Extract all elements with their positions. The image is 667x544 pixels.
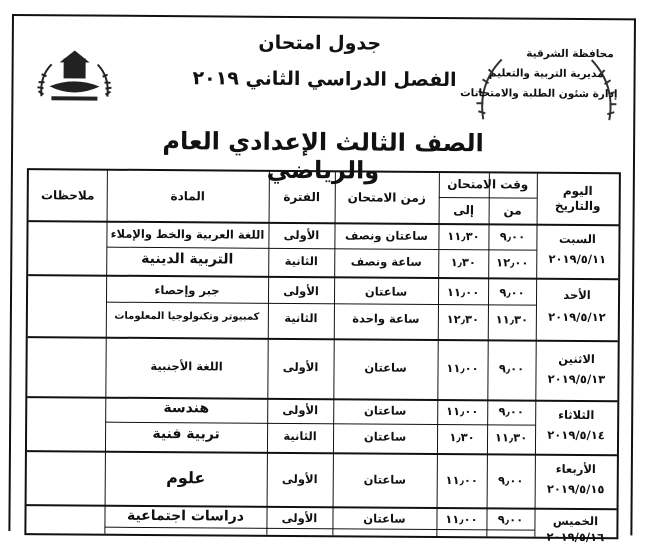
exam-duration: ساعتان	[363, 429, 407, 444]
header-to: إلى	[453, 203, 475, 218]
exam-from: ١١٫٣٠	[495, 312, 529, 327]
exam-schedule-page	[8, 14, 636, 544]
exam-subject: علوم	[166, 468, 206, 488]
exam-duration: ساعتان	[363, 511, 406, 526]
exam-from: ٩٫٠٠	[499, 229, 526, 244]
directorate-text: مديرية التربية والتعليم	[488, 67, 604, 81]
exam-duration: ساعتان	[364, 403, 407, 418]
eagle-emblem-icon	[31, 46, 117, 113]
exam-duration: ساعتان	[364, 360, 407, 375]
exam-subject: اللغة العربية والخط والإملاء	[110, 226, 265, 242]
day-date: ٢٠١٩/٥/١٦	[546, 529, 605, 544]
exam-period: الأولى	[282, 359, 319, 375]
exam-period: الأولى	[282, 402, 319, 418]
exam-to: ١١٫٠٠	[446, 404, 479, 419]
day-name: الأحد	[563, 287, 591, 303]
exam-to: ١١٫٠٠	[445, 473, 478, 488]
directorate-logo	[460, 39, 622, 135]
header-subject: المادة	[170, 189, 205, 204]
schedule-title: جدول امتحان	[258, 31, 382, 55]
exam-period: الأولى	[283, 227, 320, 243]
exam-from: ١٢٫٠٠	[496, 255, 529, 270]
exam-to: ١٫٣٠	[450, 255, 476, 270]
header-day-date: اليوم والتاريخ	[554, 183, 601, 214]
exam-to: ١١٫٠٠	[445, 512, 478, 527]
exam-to: ١١٫٣٠	[447, 229, 480, 244]
exam-from: ٩٫٠٠	[498, 361, 525, 376]
exam-subject: دراسات اجتماعية	[126, 507, 245, 525]
exam-from: ٩٫٠٠	[498, 404, 524, 419]
header-duration: زمن الامتحان	[347, 190, 426, 205]
exam-period: الأولى	[281, 471, 318, 487]
day-date: ٢٠١٩/٥/١٢	[548, 309, 606, 325]
exam-to: ١١٫٠٠	[446, 285, 480, 300]
exam-from: ١١٫٣٠	[494, 430, 528, 445]
header-from: من	[503, 203, 522, 218]
exam-from: ٩٫٠٠	[497, 512, 524, 527]
exam-subject: كمبيوتر وتكنولوجيا المعلومات	[114, 310, 260, 323]
exam-from: ٩٫٠٠	[498, 473, 524, 488]
exam-to: ١١٫٠٠	[446, 361, 479, 376]
header-period: الفترة	[283, 189, 321, 205]
day-name: الأربعاء	[555, 461, 596, 477]
term-title: الفصل الدراسي الثاني ٢٠١٩	[192, 67, 457, 92]
exam-period: الثانية	[284, 253, 318, 269]
exam-period: الثانية	[284, 310, 318, 326]
grade-title: الصف الثالث الإعدادي العام والرياضي	[162, 127, 484, 185]
exam-subject: جبر وإحصاء	[154, 283, 220, 298]
exam-to: ١٢٫٣٠	[446, 312, 480, 327]
exam-duration: ساعتان	[364, 284, 408, 299]
exam-to: ١٫٣٠	[449, 430, 475, 445]
header-exam-time: وقت الامتحان	[447, 177, 529, 192]
exam-subject: تربية فنية	[152, 425, 220, 443]
day-name: الاثنين	[558, 351, 595, 367]
exam-period: الأولى	[283, 283, 319, 299]
day-date: ٢٠١٩/٥/١٤	[547, 427, 605, 443]
exam-period: الثانية	[283, 428, 317, 444]
exam-duration: ساعتان	[363, 472, 406, 487]
department-text: إدارة شئون الطلبة والامتحانات	[460, 87, 618, 101]
exam-subject: هندسة	[163, 400, 210, 417]
exam-duration: ساعة ونصف	[350, 254, 422, 269]
exam-from: ٩٫٠٠	[499, 285, 525, 300]
day-date: ٢٠١٩/٥/١٥	[546, 481, 605, 497]
header-notes: ملاحظات	[40, 188, 95, 203]
exam-subject: اللغة الأجنبية	[150, 358, 223, 374]
exam-duration: ساعتان ونصف	[345, 228, 428, 243]
exam-duration: ساعة واحدة	[352, 311, 420, 326]
exam-period: الأولى	[281, 510, 318, 526]
exam-subject: التربية الدينية	[141, 250, 234, 268]
day-name: الثلاثاء	[558, 407, 595, 423]
day-name: الخميس	[552, 513, 599, 529]
governorate-text: محافظة الشرقية	[526, 47, 614, 61]
day-name: السبت	[558, 231, 596, 247]
schedule-table	[24, 168, 621, 544]
day-date: ٢٠١٩/٥/١٣	[547, 371, 606, 387]
day-date: ٢٠١٩/٥/١١	[548, 251, 607, 267]
